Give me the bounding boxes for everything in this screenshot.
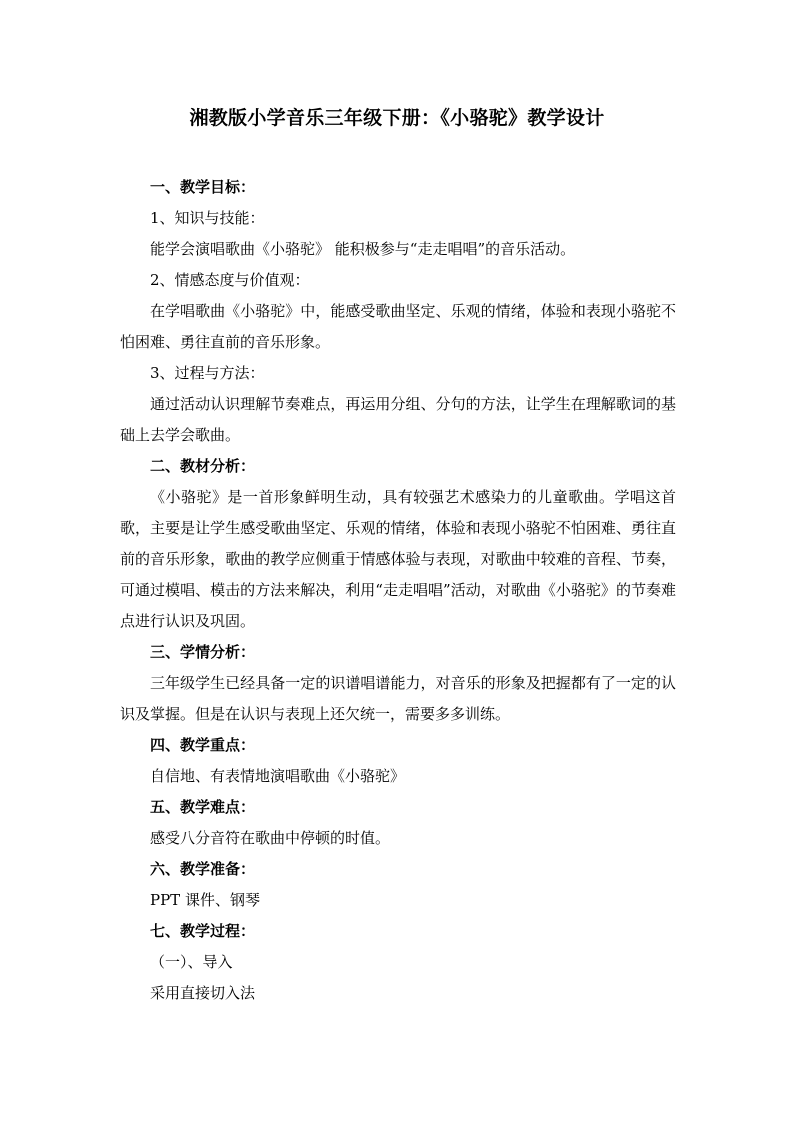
material-analysis-text: 《小骆驼》是一首形象鲜明生动，具有较强艺术感染力的儿童歌曲。学唱这首歌，主要是让学生感受歌曲坚定、乐观的情绪，体验和表现小骆驼不怕困难、勇往直前的音乐形象，歌曲的教学应侧重于情感体验与表现，对歌曲中较难的音程、节奏，可通过模唱、模击的方法来解决，利用“走走唱唱”活动，对歌曲《小骆驼》的节奏难点进行认识及巩固。 — [120, 488, 676, 630]
objective-item-3-label: 3、过程与方法： — [150, 364, 265, 382]
document-body — [120, 172, 676, 1009]
objective-item-1-label: 1、知识与技能： — [150, 209, 265, 227]
section-heading-students: 三、学情分析： — [150, 643, 256, 661]
process-step-1-label: （一）、导入 — [150, 953, 233, 971]
objective-item-1-text: 能学会演唱歌曲《小骆驼》 能积极参与“走走唱唱”的音乐活动。 — [150, 240, 576, 258]
objective-item-2-text: 在学唱歌曲《小骆驼》中，能感受歌曲坚定、乐观的情绪，体验和表现小骆驼不怕困难、勇往直前的音乐形象。 — [120, 302, 676, 351]
process-step-1-text: 采用直接切入法 — [150, 984, 256, 1002]
students-analysis-text: 三年级学生已经具备一定的识谱唱谱能力，对音乐的形象及把握都有了一定的认识及掌握。但是在认识与表现上还欠统一，需要多多训练。 — [120, 674, 676, 723]
objective-item-2-label: 2、情感态度与价值观： — [150, 271, 310, 289]
section-heading-material: 二、教材分析： — [150, 457, 256, 475]
section-heading-difficulties: 五、教学难点： — [150, 798, 256, 816]
objective-item-3-text: 通过活动认识理解节奏难点，再运用分组、分句的方法，让学生在理解歌词的基础上去学会歌曲。 — [120, 395, 676, 444]
preparation-text: PPT 课件、钢琴 — [150, 891, 260, 909]
section-heading-preparation: 六、教学准备： — [150, 860, 256, 878]
section-heading-process: 七、教学过程： — [150, 922, 256, 940]
document-title: 湘教版小学音乐三年级下册：《小骆驼》教学设计 — [189, 107, 605, 129]
section-heading-key-points: 四、教学重点： — [150, 736, 256, 754]
difficulties-text: 感受八分音符在歌曲中停顿的时值。 — [150, 829, 391, 847]
section-heading-objectives: 一、教学目标： — [150, 178, 256, 196]
key-points-text: 自信地、有表情地演唱歌曲《小骆驼》 — [150, 767, 406, 785]
